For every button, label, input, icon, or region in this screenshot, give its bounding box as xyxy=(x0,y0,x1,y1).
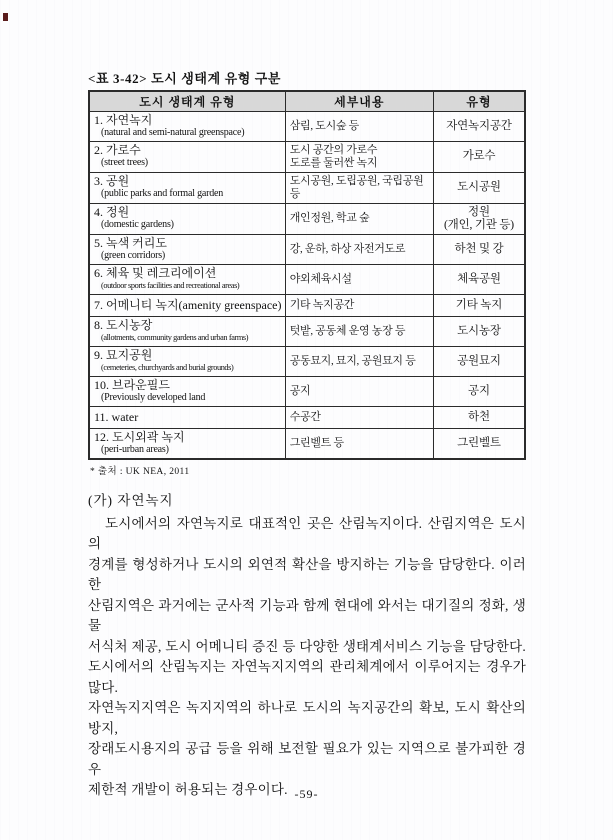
ecosystem-type-table xyxy=(88,90,526,460)
table-header-row xyxy=(89,91,525,111)
table-source-note: * 출처 : UK NEA, 2011 xyxy=(90,466,190,477)
paragraph-line: 제한적 개발이 허용되는 경우이다. xyxy=(88,782,288,797)
document-content xyxy=(88,68,526,801)
paragraph-line: 도시에서의 자연녹지로 대표적인 곳은 산림녹지이다. 산림지역은 도시의 xyxy=(88,515,526,551)
paragraph-line: 경계를 형성하거나 도시의 외연적 확산을 방지하는 기능을 담당한다. 이러한 xyxy=(88,556,526,592)
table-row: 9. 묘지공원 (cemeteries, churchyards and burial grounds) 공동묘지, 묘지, 공원묘지 등 공원묘지 xyxy=(89,346,525,376)
paragraph-line: 도시에서의 산림녹지는 자연녹지지역의 관리체계에서 이루어지는 경우가 많다. xyxy=(88,659,526,695)
table-row: 2. 가로수 (street trees) 도시 공간의 가로수 도로를 둘러싼 녹지 가로수 xyxy=(89,141,525,172)
column-header-category: 유형 xyxy=(433,91,525,111)
page-number: -59- xyxy=(294,787,319,801)
table-title: <표 3-42> 도시 생태계 유형 구분 xyxy=(88,71,282,86)
table-row: 12. 도시외곽 녹지 (peri-urban areas) 그린벨트 등 그린벨트 xyxy=(89,428,525,459)
paragraph-line: 자연녹지지역은 녹지지역의 하나로 도시의 녹지공간의 확보, 도시 확산의 방지, xyxy=(88,700,526,736)
paragraph-line: 산림지역은 과거에는 군사적 기능과 함께 현대에 와서는 대기질의 정화, 생물 xyxy=(88,597,526,633)
table-row: 1. 자연녹지 (natural and semi-natural greenspace) 삼림, 도시숲 등 자연녹지공간 xyxy=(89,111,525,141)
paragraph-line: 서식처 제공, 도시 어메니티 증진 등 다양한 생태계서비스 기능을 담당한다. xyxy=(88,638,526,654)
column-header-ecosystem-type: 도시 생태계 유형 xyxy=(89,91,285,111)
table-row: 7. 어메니티 녹지(amenity greenspace) 기타 녹지공간 기타 녹지 xyxy=(89,294,525,316)
table-row: 8. 도시농장 (allotments, community gardens and urban farms) 텃밭, 공동체 운영 농장 등 도시농장 xyxy=(89,316,525,346)
section-heading: (가) 자연녹지 xyxy=(88,492,174,508)
table-row: 10. 브라운필드 (Previously developed land 공지 공지 xyxy=(89,376,525,406)
table-row: 5. 녹색 커리도 (green corridors) 강, 운하, 하상 자전거도로 하천 및 강 xyxy=(89,234,525,264)
body-paragraph xyxy=(88,514,526,801)
column-header-detail: 세부내용 xyxy=(285,91,433,111)
table-row: 4. 정원 (domestic gardens) 개인정원, 학교 숲 정원 (개인, 기관 등) xyxy=(89,203,525,234)
paragraph-line: 장래도시용지의 공급 등을 위해 보전할 필요가 있는 지역으로 불가피한 경우 xyxy=(88,741,526,777)
table-row: 3. 공원 (public parks and formal garden 도시공원, 도립공원, 국립공원 등 도시공원 xyxy=(89,172,525,203)
table-row: 11. water 수공간 하천 xyxy=(89,406,525,428)
table-row: 6. 체육 및 레크리에이션 (outdoor sports facilities and recreational areas) 야외체육시설 체육공원 xyxy=(89,264,525,294)
page-corner-mark xyxy=(3,13,8,21)
